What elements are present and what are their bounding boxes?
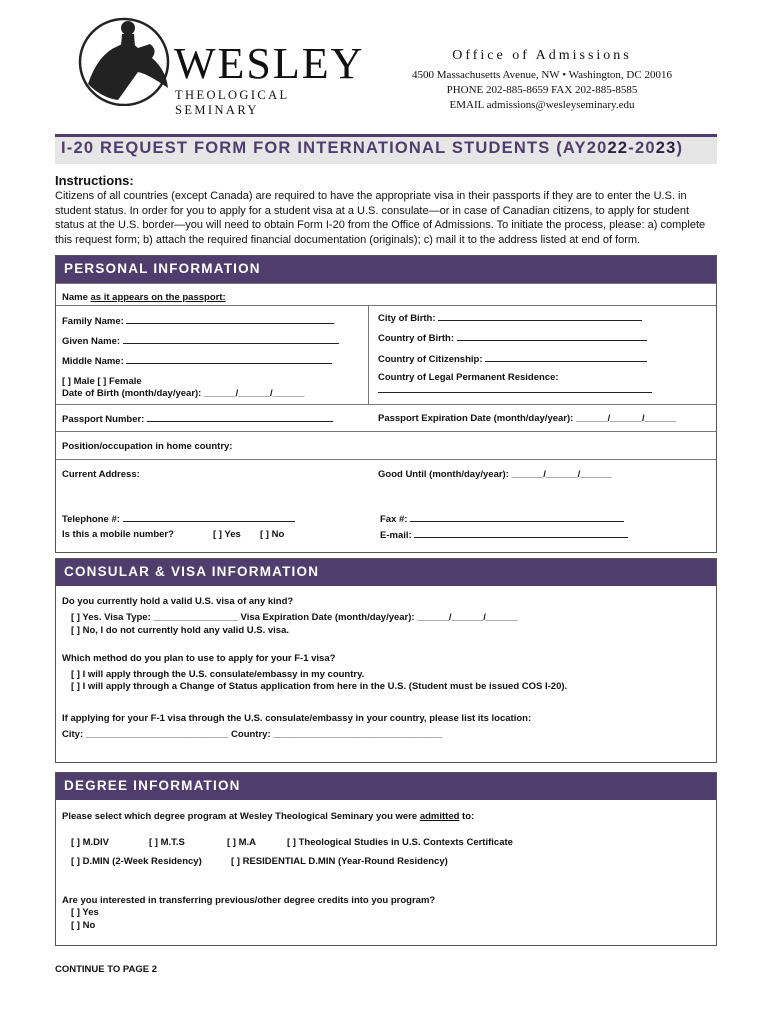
degree-prompt-lead: Please select which degree program at Wesley Theological Seminary you were xyxy=(62,811,420,822)
transfer-credits-question: Are you interested in transferring previous/other degree credits into you program? xyxy=(62,895,436,906)
office-title: Office of Admissions xyxy=(452,48,632,63)
passport-expiration-field[interactable]: Passport Expiration Date (month/day/year): ______/______/______ xyxy=(378,413,677,424)
consulate-city-country-field[interactable]: City: ___________________________ Country: ________________________________ xyxy=(62,729,443,740)
form-title-year-b: 23 xyxy=(655,139,677,157)
consular-section-header: CONSULAR & VISA INFORMATION xyxy=(56,559,716,586)
country-of-birth-field[interactable] xyxy=(378,332,647,344)
passport-number-field[interactable] xyxy=(62,413,333,425)
current-address-field[interactable]: Current Address: xyxy=(62,469,140,480)
middle-name-field[interactable] xyxy=(62,355,332,367)
telephone-field[interactable] xyxy=(62,513,295,525)
consulate-location-question: If applying for your F-1 visa through the U.S. consulate/embassy in your country, please list its location: xyxy=(62,713,532,724)
fax-label: Fax #: xyxy=(380,514,408,525)
form-title xyxy=(61,139,683,158)
form-title-dash: -20 xyxy=(628,139,656,157)
mobile-question: Is this a mobile number? xyxy=(62,529,174,540)
name-passport-note xyxy=(62,292,226,303)
ma-checkbox[interactable]: [ ] M.A xyxy=(227,837,257,848)
telephone-label: Telephone #: xyxy=(62,514,120,525)
office-address: 4500 Massachusetts Avenue, NW • Washington, DC 20016 xyxy=(412,69,672,81)
fax-field[interactable] xyxy=(380,513,624,525)
mts-checkbox[interactable]: [ ] M.T.S xyxy=(149,837,185,848)
continue-to-page-2: CONTINUE TO PAGE 2 xyxy=(55,964,158,975)
transfer-yes-checkbox[interactable]: [ ] Yes xyxy=(71,907,99,918)
logo-subtitle: THEOLOGICAL SEMINARY xyxy=(175,88,290,117)
name-note-underlined: as it appears on the passport: xyxy=(90,292,226,303)
position-occupation-field[interactable]: Position/occupation in home country: xyxy=(62,441,233,452)
name-note-lead: Name xyxy=(62,292,91,303)
current-visa-question: Do you currently hold a valid U.S. visa of any kind? xyxy=(62,596,294,607)
country-of-birth-label: Country of Birth: xyxy=(378,333,454,344)
given-name-label: Given Name: xyxy=(62,336,121,347)
form-title-close: ) xyxy=(676,139,684,157)
horse-rider-emblem-icon xyxy=(78,14,178,106)
form-title-banner xyxy=(55,134,717,164)
position-row xyxy=(56,431,716,459)
passport-row xyxy=(56,404,716,431)
email-field[interactable] xyxy=(380,529,628,541)
consular-visa-section xyxy=(55,558,717,763)
degree-prompt-tail: to: xyxy=(459,811,475,822)
form-title-prefix: I-20 REQUEST FORM FOR INTERNATIONAL STUDENTS (AY20 xyxy=(61,139,608,157)
country-of-citizenship-field[interactable] xyxy=(378,353,647,365)
visa-no-option[interactable]: [ ] No, I do not currently hold any valid U.S. visa. xyxy=(71,625,290,636)
city-of-birth-label: City of Birth: xyxy=(378,313,436,324)
city-of-birth-field[interactable] xyxy=(378,312,642,324)
personal-section-header: PERSONAL INFORMATION xyxy=(56,256,716,283)
mdiv-checkbox[interactable]: [ ] M.DIV xyxy=(71,837,109,848)
country-of-residence-line[interactable] xyxy=(378,392,652,393)
degree-prompt-admitted: admitted xyxy=(419,811,460,822)
degree-information-section xyxy=(55,772,717,946)
degree-section-header: DEGREE INFORMATION xyxy=(56,773,716,800)
good-until-field[interactable]: Good Until (month/day/year): ______/______/______ xyxy=(378,469,612,480)
email-label: E-mail: xyxy=(380,530,412,541)
seminary-logo xyxy=(78,14,378,117)
form-title-year-a: 22 xyxy=(607,139,629,157)
instructions-body: Citizens of all countries (except Canada) are required to have the appropriate visa in their passports if they are to enter the U.S. in student status. In order for you to apply for a student visa at a U.S. consulate—or in case of Canadian citizens, to apply for student status at the U.S. border—you will need to obtain Form I-20 from the Office of Admissions. To initiate the process, please: a) complete this request form; b) attach the required financial documentation (originals); c) mail it to the address listed at end of form. xyxy=(55,190,706,246)
office-email: EMAIL admissions@wesleyseminary.edu xyxy=(449,99,635,111)
office-contact-block xyxy=(392,48,692,113)
logo-wordmark: WESLEY xyxy=(174,39,365,88)
dmin-checkbox[interactable]: [ ] D.MIN (2-Week Residency) xyxy=(71,856,202,867)
personal-names-row xyxy=(56,283,716,404)
mobile-no-checkbox[interactable]: [ ] No xyxy=(260,529,285,540)
instructions-heading: Instructions: xyxy=(55,173,134,188)
passport-number-label: Passport Number: xyxy=(62,414,145,425)
residential-dmin-checkbox[interactable]: [ ] RESIDENTIAL D.MIN (Year-Round Residency) xyxy=(231,856,448,867)
method-consulate-option[interactable]: [ ] I will apply through the U.S. consulate/embassy in my country. xyxy=(71,669,365,680)
given-name-field[interactable] xyxy=(62,335,339,347)
method-change-of-status-option[interactable]: [ ] I will apply through a Change of Status application from here in the U.S. (Student must be issued COS I-20). xyxy=(71,681,568,692)
family-name-field[interactable] xyxy=(62,315,334,327)
visa-yes-option[interactable]: [ ] Yes. Visa Type: ________________ Visa Expiration Date (month/day/year): ______/______/______ xyxy=(71,612,518,623)
address-contact-row xyxy=(56,459,716,552)
transfer-no-checkbox[interactable]: [ ] No xyxy=(71,920,96,931)
mobile-yes-checkbox[interactable]: [ ] Yes xyxy=(213,529,241,540)
gender-checkboxes[interactable]: [ ] Male [ ] Female xyxy=(62,376,142,387)
degree-program-prompt xyxy=(62,811,474,822)
certificate-checkbox[interactable]: [ ] Theological Studies in U.S. Contexts Certificate xyxy=(287,837,513,848)
middle-name-label: Middle Name: xyxy=(62,356,124,367)
date-of-birth-field[interactable]: Date of Birth (month/day/year): ______/______/______ xyxy=(62,388,305,399)
office-phone-fax: PHONE 202-885-8659 FAX 202-885-8585 xyxy=(446,84,638,96)
personal-information-section xyxy=(55,255,717,553)
visa-method-question: Which method do you plan to use to apply for your F-1 visa? xyxy=(62,653,336,664)
country-of-citizenship-label: Country of Citizenship: xyxy=(378,354,483,365)
family-name-label: Family Name: xyxy=(62,316,124,327)
country-of-residence-field[interactable]: Country of Legal Permanent Residence: xyxy=(378,372,559,383)
